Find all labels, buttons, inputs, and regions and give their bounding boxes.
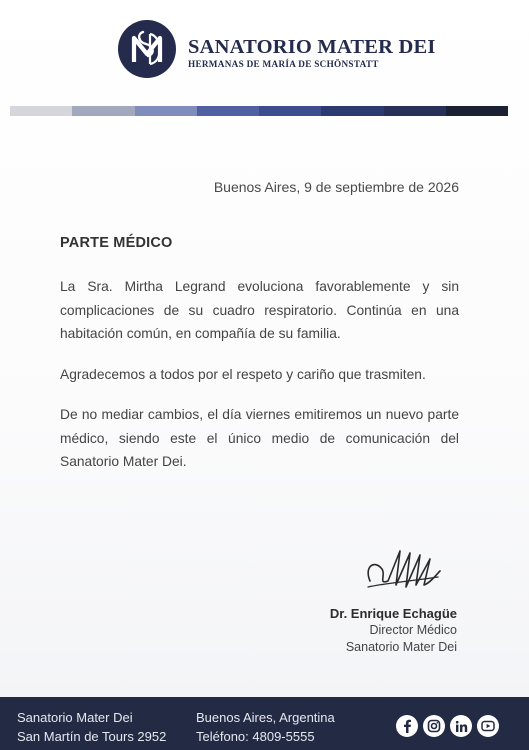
color-strip-segment [259, 106, 321, 116]
signer-institution: Sanatorio Mater Dei [345, 639, 457, 654]
signature-block [330, 605, 457, 655]
color-strip [10, 106, 508, 116]
letterhead [0, 0, 529, 100]
facebook-icon[interactable] [396, 715, 418, 737]
footer-line: Sanatorio Mater Dei [17, 710, 133, 725]
youtube-icon[interactable] [477, 715, 499, 737]
brand-name: SANATORIO MATER DEI [188, 36, 436, 58]
color-strip-segment [446, 106, 508, 116]
footer-line: Teléfono: 4809-5555 [196, 729, 315, 744]
color-strip-segment [135, 106, 197, 116]
letter-title: PARTE MÉDICO [60, 235, 173, 251]
sanatorio-logo-icon [116, 18, 178, 80]
color-strip-segment [10, 106, 72, 116]
letter-body [60, 275, 459, 491]
instagram-icon[interactable] [423, 715, 445, 737]
letter-date: Buenos Aires, 9 de septiembre de 2026 [213, 179, 459, 195]
brand-subtitle: HERMANAS DE MARÍA DE SCHÖNSTATT [188, 59, 379, 69]
color-strip-segment [384, 106, 446, 116]
color-strip-segment [321, 106, 383, 116]
footer-line: Buenos Aires, Argentina [196, 710, 335, 725]
footer-contact [196, 708, 335, 746]
paragraph: Agradecemos a todos por el respeto y cariño que trasmiten. [60, 366, 426, 382]
social-links [396, 715, 499, 737]
color-strip-segment [197, 106, 259, 116]
linkedin-icon[interactable] [450, 715, 472, 737]
paragraph: La Sra. Mirtha Legrand evoluciona favorablemente y sin complicaciones de su cuadro respiratorio. Continúa en una habitación común, en compañía de su familia. [60, 279, 459, 341]
footer-address [17, 708, 166, 746]
color-strip-segment [72, 106, 134, 116]
footer-line: San Martín de Tours 2952 [17, 729, 167, 744]
paragraph: De no mediar cambios, el día viernes emitiremos un nuevo parte médico, siendo este el único medio de comunicación del Sanatorio Mater Dei. [60, 407, 459, 469]
signer-role: Director Médico [369, 623, 457, 637]
signer-name: Dr. Enrique Echagüe [329, 606, 457, 621]
brand-block [188, 36, 436, 69]
signature-scribble-icon [360, 545, 442, 595]
footer [0, 697, 529, 750]
